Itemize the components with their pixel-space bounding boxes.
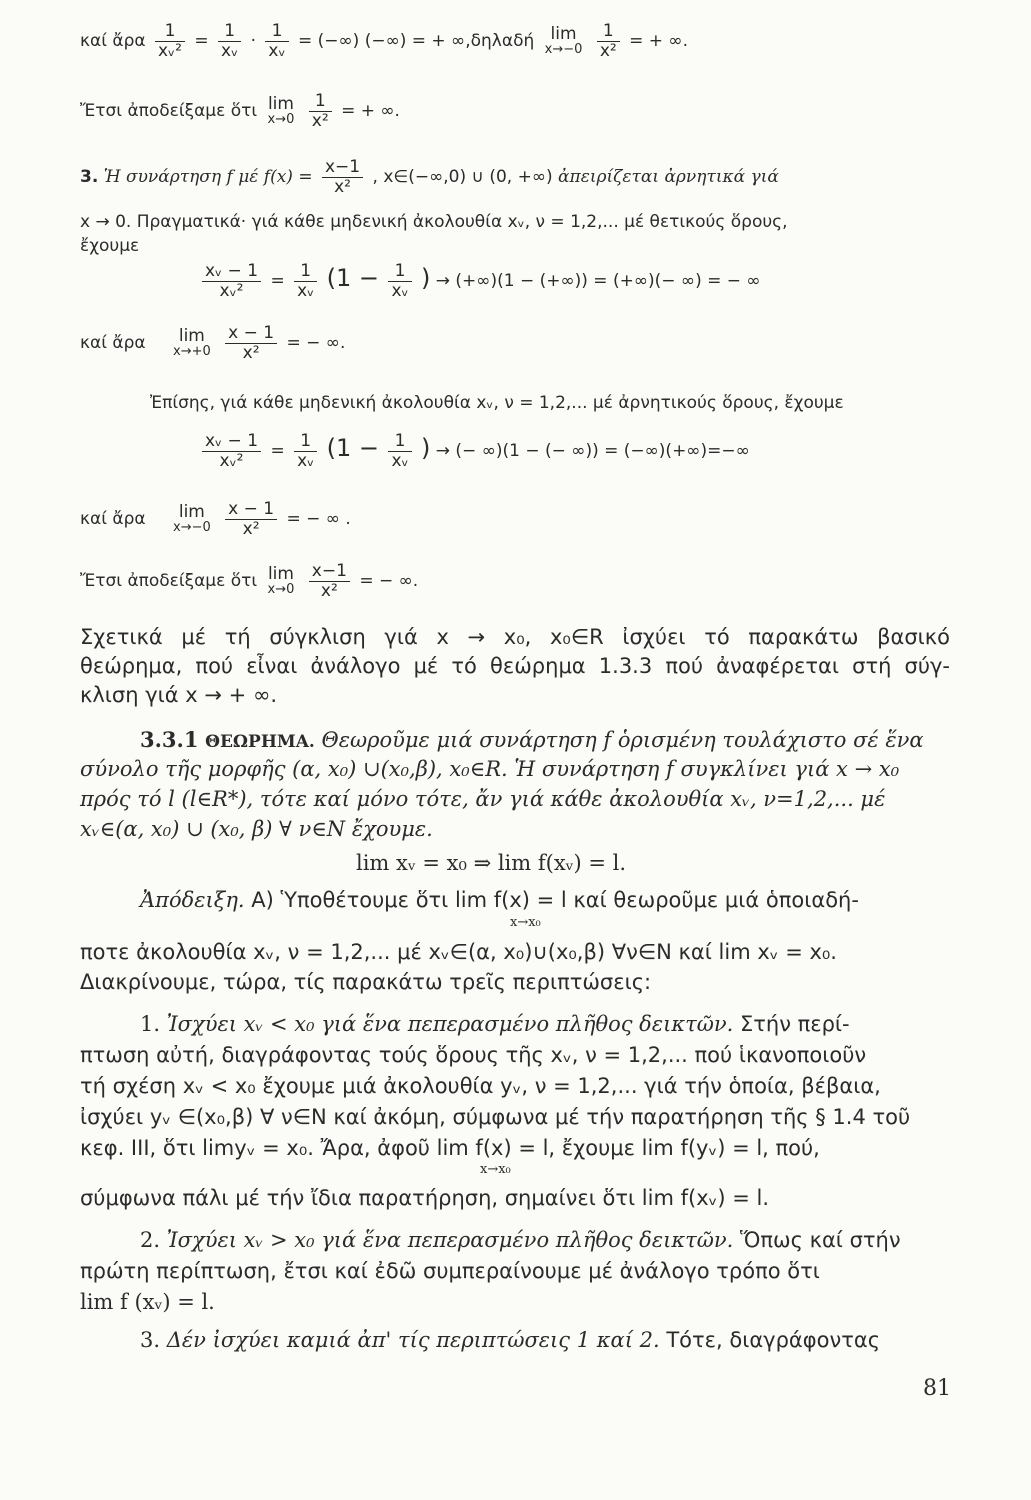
theorem-line: xᵥ∈(α, x₀) ∪ (x₀, β) ∀ ν∈N ἔχουμε. — [80, 817, 433, 841]
fraction: $\frac{1}{\text{xᵥ}}$ — [294, 262, 317, 300]
negative-terms-line: Ἐπίσης, γιά κάθε μηδενική ἀκολουθία xᵥ, ν = 1,2,... μέ ἀρνητικούς ὅρους, ἔχουμε — [150, 393, 844, 413]
fraction: $\frac{\text{xᵥ − 1}}{\text{xᵥ²}}$ — [202, 432, 261, 470]
section-3-line-3: ἔχουμε — [80, 236, 140, 256]
theorem-line: πρός τό l (l∈R*), τότε καί μόνο τότε, ἄν γιά κάθε ἀκολουθία xᵥ, ν=1,2,... μέ — [80, 787, 886, 811]
fraction: $\frac{1}{\text{xᵥ}}$ — [294, 432, 317, 470]
theorem-formula: lim xᵥ = x₀ ⇒ lim f(xᵥ) = l. — [356, 851, 627, 875]
limit-conclusion: Ἔτσι ἀποδείξαμε ὅτι lim x→0 $\frac{x-1}{\text{x²}}$ = − ∞. — [80, 561, 419, 601]
limit-operator: lim x→0 — [267, 94, 295, 128]
case-1-line: σύμφωνα πάλι μέ τήν ἴδια παρατήρηση, σημαίνει ὅτι lim f(xᵥ) = l. — [80, 1186, 770, 1210]
fraction: $\frac{x - 1}{\text{x²}}$ — [225, 324, 277, 362]
fraction: $\frac{1}{\text{xᵥ}}$ — [265, 22, 288, 60]
equation-positive-terms: $\frac{\text{xᵥ − 1}}{\text{xᵥ²}}$ = $\frac{1}{\text{xᵥ}}$ (1 − $\frac{1}{\text{xᵥ}}$ ) → (+∞)(1 − (+∞)) = (+∞)(− ∞) = − ∞ — [198, 262, 761, 300]
fraction: $\frac{\text{xᵥ − 1}}{\text{xᵥ²}}$ — [202, 262, 261, 300]
case-1-line: πτωση αὐτή, διαγράφοντας τούς ὅρους τῆς xᵥ, ν = 1,2,... πού ἱκανοποιοῦν — [80, 1043, 867, 1067]
fraction: $\frac{x-1}{\text{x²}}$ — [322, 158, 363, 196]
proof-line-1: Ἀπόδειξη. Α) Ὑποθέτουμε ὅτι lim f(x) = l καί θεωροῦμε μιά ὁποιαδή- — [140, 888, 859, 912]
case-3-heading: 3. Δέν ἰσχύει καμιά ἀπ' τίς περιπτώσεις 1 καί 2. Τότε, διαγράφοντας — [140, 1328, 881, 1352]
limit-operator: lim x→−0 — [544, 24, 583, 58]
fraction: $\frac{1}{\text{x²}}$ — [597, 22, 620, 60]
fraction: $\frac{1}{\text{x²}}$ — [309, 92, 332, 130]
section-3-line-2: x → 0. Πραγματικά· γιά κάθε μηδενική ἀκολουθία xᵥ, ν = 1,2,... μέ θετικούς ὅρους, — [80, 212, 788, 232]
limit-subscript: x→x₀ — [510, 915, 541, 930]
limit-line-2: Ἔτσι ἀποδείξαμε ὅτι lim x→0 $\frac{1}{\text{x²}}$ = + ∞. — [80, 91, 400, 131]
fraction: $\frac{1}{\text{xᵥ}}$ — [388, 262, 411, 300]
limit-operator: lim x→+0 — [173, 326, 211, 360]
proof-line-2: ποτε ἀκολουθία xᵥ, ν = 1,2,... μέ xᵥ∈(α, x₀)∪(x₀,β) ∀ν∈N καί lim xᵥ = x₀. — [80, 940, 837, 964]
equation-negative-terms: $\frac{\text{xᵥ − 1}}{\text{xᵥ²}}$ = $\frac{1}{\text{xᵥ}}$ (1 − $\frac{1}{\text{xᵥ}}$ ) → (− ∞)(1 − (− ∞)) = (−∞)(+∞)=−∞ — [198, 432, 750, 470]
proof-line-3: Διακρίνουμε, τώρα, τίς παρακάτω τρεῖς περιπτώσεις: — [80, 970, 652, 994]
page-number: 81 — [923, 1376, 951, 1401]
fraction: $\frac{1}{\text{xᵥ²}}$ — [155, 22, 185, 60]
case-2-heading: 2. Ἰσχύει xᵥ > x₀ γιά ἕνα πεπερασμένο πλῆθος δεικτῶν. Ὅπως καί στήν — [140, 1228, 901, 1252]
limit-line-1: καί ἄρα $\frac{1}{\text{xᵥ²}}$ = $\frac{1}{\text{xᵥ}}$ · $\frac{1}{\text{xᵥ}}$ = (−∞) (−∞) = + ∞,δηλαδή lim x→−0 $\frac{1}{\text{x²}}$ = + ∞. — [80, 21, 688, 61]
limit-subscript: x→x₀ — [480, 1162, 511, 1177]
limit-negative: καί ἄρα lim x→−0 $\frac{x - 1}{\text{x²}}$ = − ∞ . — [80, 499, 351, 539]
case-1-line: τή σχέση xᵥ < x₀ ἔχουμε μιά ἀκολουθία yᵥ, ν = 1,2,... γιά τήν ὁποία, βέβαια, — [80, 1074, 881, 1098]
fraction: $\frac{1}{\text{xᵥ}}$ — [218, 22, 241, 60]
case-2-line: lim f (xᵥ) = l. — [80, 1290, 215, 1314]
fraction: $\frac{x-1}{\text{x²}}$ — [309, 562, 350, 600]
limit-operator: lim x→0 — [267, 564, 295, 598]
paragraph-line: Σχετικά μέ τή σύγκλιση γιά x → x₀, x₀∈R ἰσχύει τό παρακάτω βασικό — [80, 625, 950, 649]
paragraph-line: κλιση γιά x → + ∞. — [80, 683, 278, 707]
limit-positive: καί ἄρα lim x→+0 $\frac{x - 1}{\text{x²}}$ = − ∞. — [80, 323, 346, 363]
case-1-line: κεφ. III, ὅτι limyᵥ = x₀. Ἄρα, ἀφοῦ lim f(x) = l, ἔχουμε lim f(yᵥ) = l, πού, — [80, 1136, 820, 1160]
case-1-line: ἰσχύει yᵥ ∈(x₀,β) ∀ ν∈N καί ἀκόμη, σύμφωνα μέ τήν παρατήρηση τῆς § 1.4 τοῦ — [80, 1105, 911, 1129]
fraction: $\frac{x - 1}{\text{x²}}$ — [225, 500, 277, 538]
case-1-heading: 1. Ἰσχύει xᵥ < x₀ γιά ἕνα πεπερασμένο πλῆθος δεικτῶν. Στήν περί- — [140, 1012, 850, 1036]
limit-operator: lim x→−0 — [173, 502, 211, 536]
section-3-heading: 3. Ἡ συνάρτηση f μέ f(x) = $\frac{x-1}{\text{x²}}$ , x∈(−∞,0) ∪ (0, +∞) ἀπειρίζεται ἀρνητικά γιά — [80, 157, 779, 197]
paragraph-line: θεώρημα, πού εἶναι ἀνάλογο μέ τό θεώρημα 1.3.3 πού ἀναφέρεται στή σύγ- — [80, 654, 950, 678]
case-2-line: πρώτη περίπτωση, ἔτσι καί ἐδῶ συμπεραίνουμε μέ ἀνάλογο τρόπο ὅτι — [80, 1259, 820, 1283]
theorem-line: σύνολο τῆς μορφῆς (α, x₀) ∪(x₀,β), x₀∈R. Ἡ συνάρτηση f συγκλίνει γιά x → x₀ — [80, 757, 900, 781]
fraction: $\frac{1}{\text{xᵥ}}$ — [388, 432, 411, 470]
theorem-heading: 3.3.1 ΘΕΩΡΗΜΑ. Θεωροῦμε μιά συνάρτηση f ὁρισμένη τουλάχιστο σέ ἕνα — [140, 727, 924, 752]
